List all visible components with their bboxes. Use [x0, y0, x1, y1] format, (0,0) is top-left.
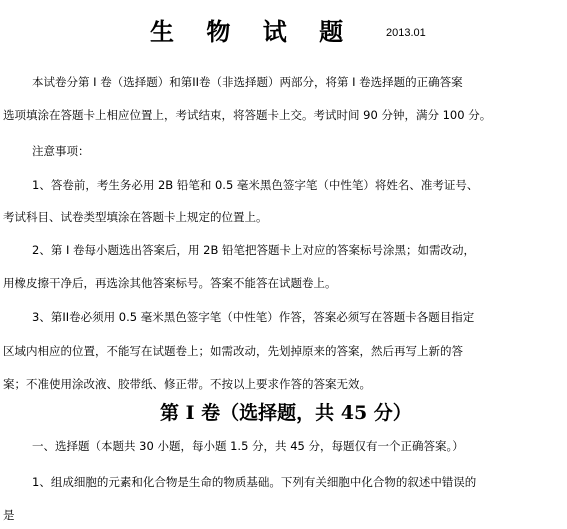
intro-line: 选项填涂在答题卡上相应位置上，考试结束，将答题卡上交。考试时间 90 分钟，满分 100 分。: [3, 108, 492, 122]
question-line: 是: [3, 508, 15, 522]
note-line: 3、第II卷必须用 0.5 毫米黑色签字笔（中性笔）作答，答案必须写在答题卡各题目指定: [32, 310, 475, 324]
exam-date: 2013.01: [386, 27, 426, 39]
page-title: 生 物 试 题: [150, 17, 356, 46]
section-instruction: 一、选择题（本题共 30 小题，每小题 1.5 分，共 45 分，每题仅有一个正确答案。）: [32, 439, 464, 453]
note-line: 1、答卷前，考生务必用 2B 铅笔和 0.5 毫米黑色签字笔（中性笔）将姓名、准考证号、: [32, 178, 479, 192]
intro-line: 本试卷分第 I 卷（选择题）和第II卷（非选择题）两部分，将第 I 卷选择题的正确答案: [32, 75, 463, 89]
note-line: 区域内相应的位置，不能写在试题卷上；如需改动，先划掉原来的答案，然后再写上新的答: [3, 344, 463, 358]
note-line: 2、第 I 卷每小题选出答案后，用 2B 铅笔把答题卡上对应的答案标号涂黑；如需改动，: [32, 243, 476, 257]
note-line: 考试科目、试卷类型填涂在答题卡上规定的位置上。: [3, 210, 268, 224]
section-title: 第 I 卷（选择题，共 45 分）: [160, 402, 412, 424]
note-line: 案；不准使用涂改液、胶带纸、修正带。不按以上要求作答的答案无效。: [3, 377, 371, 391]
note-line: 用橡皮擦干净后，再选涂其他答案标号。答案不能答在试题卷上。: [3, 276, 337, 290]
question-line: 1、组成细胞的元素和化合物是生命的物质基础。下列有关细胞中化合物的叙述中错误的: [32, 475, 477, 489]
notes-heading: 注意事项：: [32, 144, 90, 158]
